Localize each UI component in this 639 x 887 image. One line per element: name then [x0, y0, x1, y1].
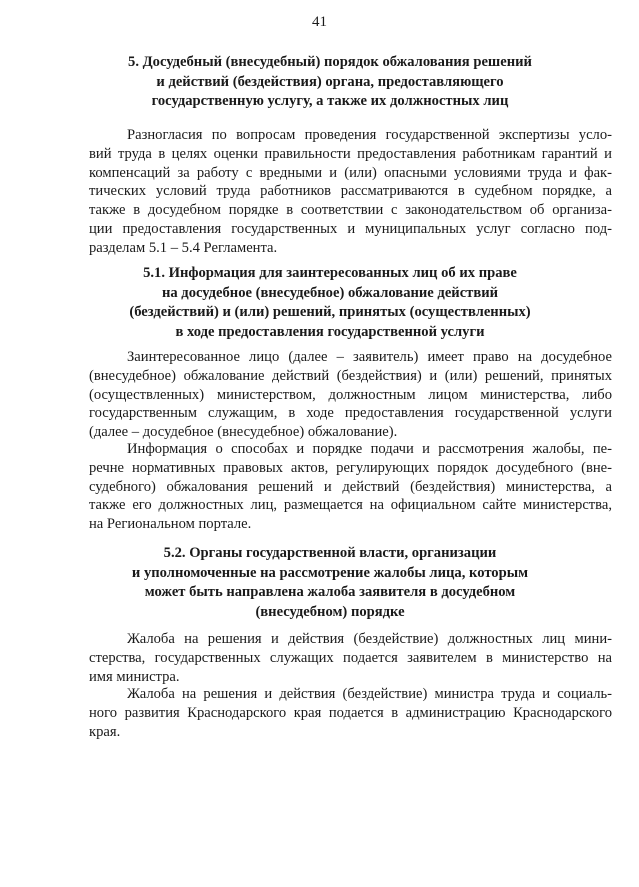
paragraph-line: также его должностных лиц, размещается на официальном сайте министерства, [89, 497, 612, 514]
paragraph-line: на Региональном портале. [89, 516, 252, 533]
paragraph-line: имя министра. [89, 668, 180, 685]
section-5-heading [90, 53, 570, 112]
paragraph-line: Информация о способах и порядке подачи и рассмотрения жалобы, пе- [127, 441, 612, 457]
section-5-2-heading [90, 544, 570, 622]
paragraph-line: компенсаций за работу с вредными и (или) опасными условиями труда и фак- [89, 164, 612, 181]
page-number: 41 [312, 14, 327, 30]
paragraph-line: (далее – досудебное (внесудебное) обжалование). [89, 424, 398, 441]
paragraph-line: Заинтересованное лицо (далее – заявитель) имеет право на досудебное [127, 349, 612, 365]
heading-line: на досудебное (внесудебное) обжалование действий [161, 284, 499, 301]
paragraph-line: государственным служащим, в ходе предоставления государственной услуги [89, 405, 612, 422]
heading-line: (бездействий) и (или) решений, принятых (осуществленных) [129, 304, 531, 320]
paragraph-line: разделам 5.1 – 5.4 Регламента. [89, 239, 278, 256]
heading-line: 5.2. Органы государственной власти, организации [163, 545, 497, 561]
heading-line: и уполномоченные на рассмотрение жалобы лица, которым [131, 564, 529, 581]
paragraph-line: (внесудебное) обжалование действий (бездействия) и (или) решений, принятых [89, 367, 612, 384]
heading-line: государственную услугу, а также их должностных лиц [151, 93, 509, 109]
heading-line: 5.1. Информация для заинтересованных лиц об их праве [143, 265, 517, 281]
section-5-1-paragraph-1 [89, 348, 612, 442]
heading-line: и действий (бездействия) органа, предоставляющего [156, 73, 504, 90]
section-5-2-paragraph-1 [89, 630, 612, 686]
paragraph-line: тических условий труда работников рассматриваются в судебном порядке, а [89, 183, 612, 200]
section-5-1-paragraph-2 [89, 440, 612, 534]
paragraph-line: также в досудебном порядке в соответствии с законодательством об организа- [89, 202, 612, 219]
paragraph-line: Жалоба на решения и действия (бездействие) должностных лиц мини- [127, 631, 612, 647]
heading-line: 5. Досудебный (внесудебный) порядок обжалования решений [128, 54, 532, 70]
heading-line: в ходе предоставления государственной услуги [175, 323, 485, 340]
paragraph-line: ции предоставления государственных и муниципальных услуг согласно под- [89, 220, 612, 237]
paragraph-line: речне нормативных правовых актов, регулирующих порядок досудебного (вне- [89, 459, 612, 476]
paragraph-line: вий труда в целях оценки правильности предоставления работникам гарантий и [89, 145, 612, 162]
paragraph-line: Разногласия по вопросам проведения государственной экспертизы усло- [127, 127, 612, 143]
paragraph-line: края. [89, 723, 121, 740]
heading-line: (внесудебном) порядке [255, 603, 405, 620]
paragraph-line: стерства, государственных служащих подается заявителем в министерство на [89, 649, 612, 666]
paragraph-line: ного развития Краснодарского края подается в администрацию Краснодарского [89, 704, 612, 721]
paragraph-line: Жалоба на решения и действия (бездействие) министра труда и социаль- [127, 686, 612, 702]
section-5-1-heading [90, 264, 570, 342]
paragraph-line: (осуществленных) министерством, должностным лицом министерства, либо [89, 386, 612, 403]
heading-line: может быть направлена жалоба заявителя в досудебном [144, 584, 516, 600]
paragraph-line: судебного) обжалования решений и действий (бездействия) министерства, а [89, 478, 612, 495]
section-5-paragraph [89, 126, 612, 258]
section-5-2-paragraph-2 [89, 685, 612, 741]
